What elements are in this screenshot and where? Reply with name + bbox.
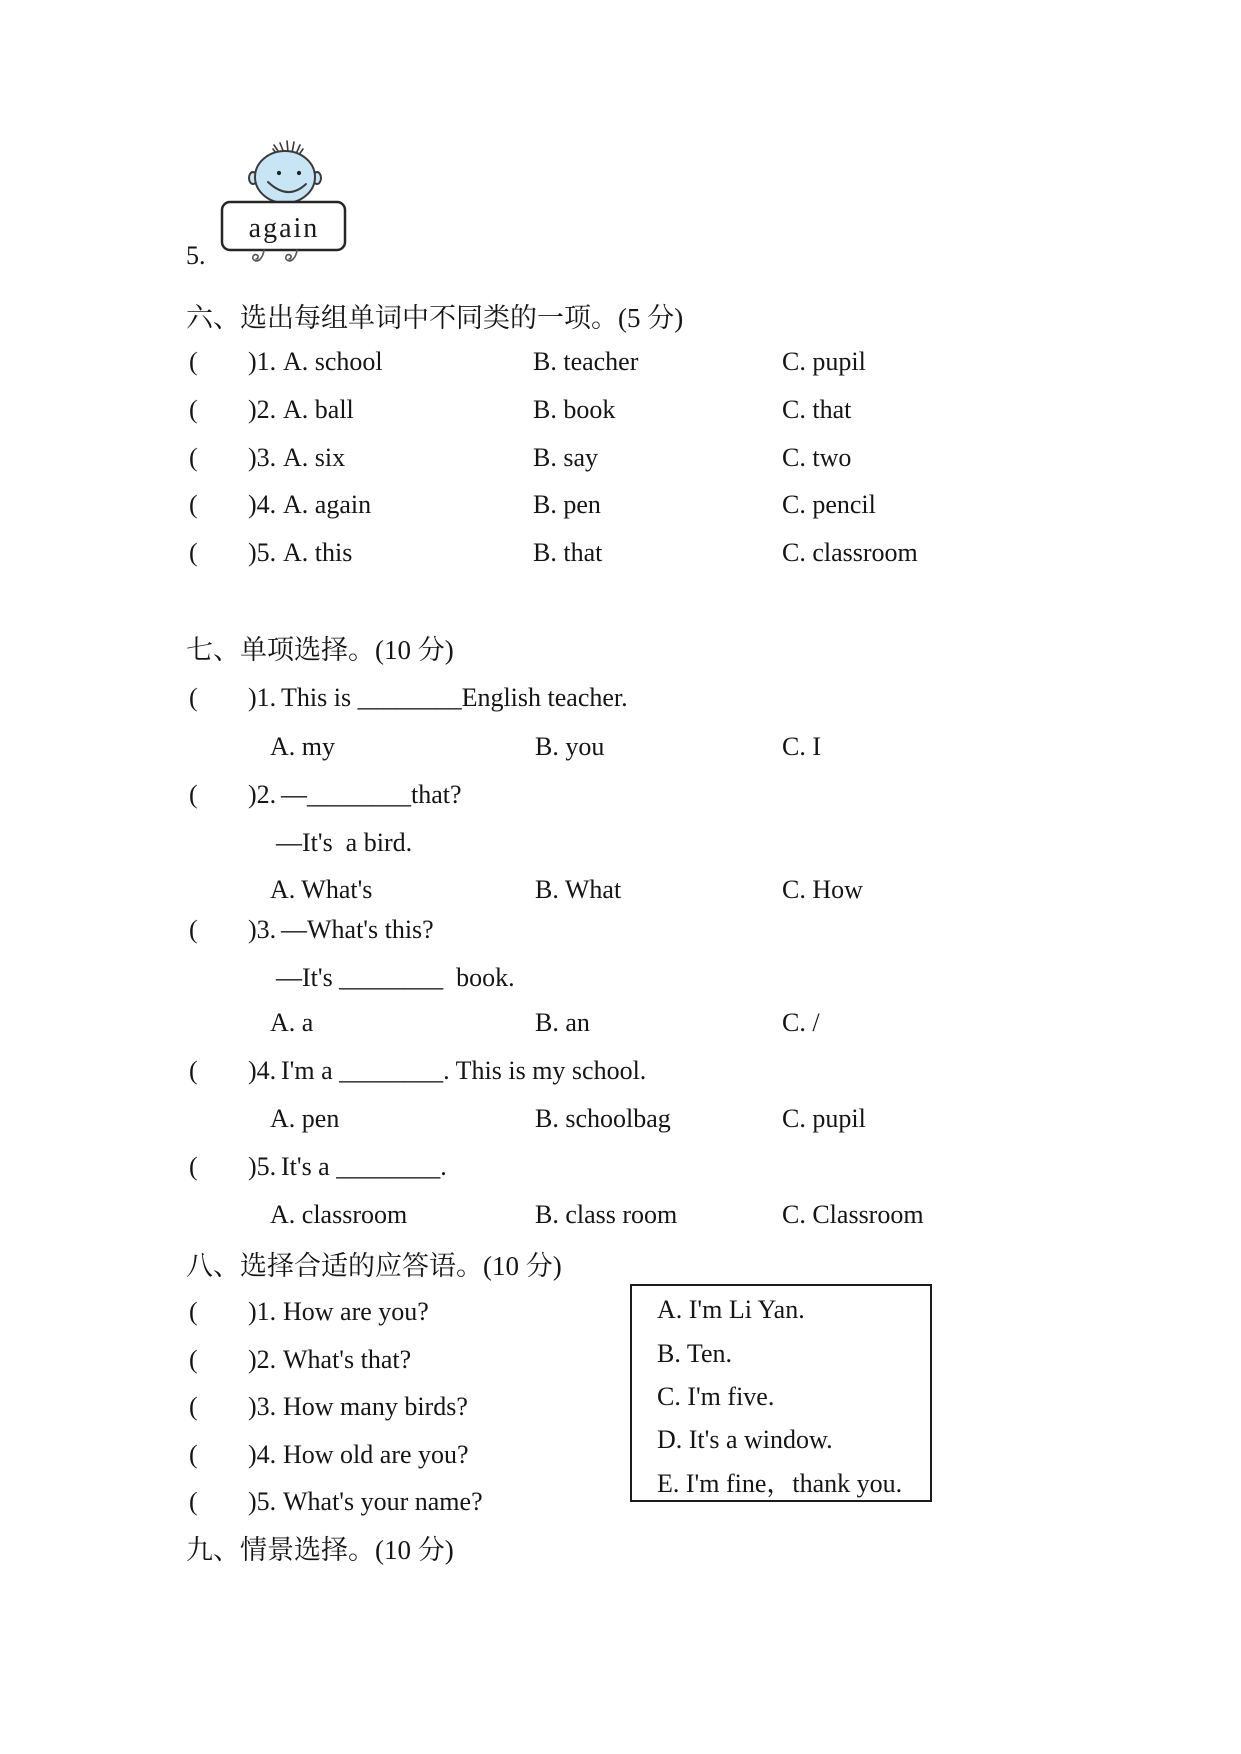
option-c: C. How (782, 875, 863, 904)
question-number: )4. (248, 490, 277, 519)
option-a: A. six (283, 443, 346, 472)
option-b: B. What (535, 875, 622, 904)
option-c: C. pupil (782, 1104, 866, 1133)
mascot-illustration (200, 138, 360, 273)
option-a: A. What's (270, 875, 373, 904)
option-a: A. again (283, 490, 372, 519)
question-number: )1. (248, 347, 277, 376)
mascot-eye-right (297, 171, 301, 175)
question-text: How many birds? (283, 1392, 468, 1421)
answer-paren: ( (189, 395, 198, 424)
question-text: —________that? (281, 780, 462, 809)
option-a: A. school (283, 347, 383, 376)
question-number: )4. (248, 1440, 277, 1469)
option-c: C. that (782, 395, 852, 424)
mascot-figure (200, 138, 360, 273)
answer-paren: ( (189, 490, 198, 519)
question-number: )5. (248, 538, 277, 567)
answer-option: D. It's a window. (657, 1425, 833, 1454)
option-b: B. an (535, 1008, 590, 1037)
question-reply: —It's ________ book. (276, 963, 515, 992)
option-a: A. classroom (270, 1200, 408, 1229)
question-number: )3. (248, 443, 277, 472)
option-a: A. a (270, 1008, 314, 1037)
question-number: )5. (248, 1487, 277, 1516)
option-b: B. you (535, 732, 605, 761)
mascot-eye-left (277, 171, 281, 175)
option-a: A. ball (283, 395, 354, 424)
question-text: How are you? (283, 1297, 429, 1326)
answer-paren: ( (189, 443, 198, 472)
option-b: B. say (533, 443, 598, 472)
answer-paren: ( (189, 1345, 198, 1374)
question-number: )2. (248, 780, 277, 809)
option-b: B. pen (533, 490, 601, 519)
answer-paren: ( (189, 780, 198, 809)
section-six-heading: 六、选出每组单词中不同类的一项。(5 分) (186, 303, 684, 333)
question-text: I'm a ________. This is my school. (281, 1056, 647, 1085)
option-b: B. class room (535, 1200, 678, 1229)
answer-options-box (630, 1284, 932, 1502)
question-number: )1. (248, 1297, 277, 1326)
option-c: C. pupil (782, 347, 866, 376)
option-c: C. two (782, 443, 852, 472)
answer-option: C. I'm five. (657, 1382, 775, 1411)
answer-paren: ( (189, 347, 198, 376)
question-text: This is ________English teacher. (281, 683, 628, 712)
section-eight-heading: 八、选择合适的应答语。(10 分) (186, 1251, 562, 1281)
option-a: A. pen (270, 1104, 340, 1133)
item-number-5: 5. (186, 241, 206, 270)
answer-paren: ( (189, 538, 198, 567)
section-seven-heading: 七、单项选择。(10 分) (186, 635, 454, 665)
answer-paren: ( (189, 1440, 198, 1469)
answer-option: E. I'm fine，thank you. (657, 1469, 903, 1498)
option-a: A. this (283, 538, 353, 567)
question-number: )3. (248, 1392, 277, 1421)
section-nine-heading: 九、情景选择。(10 分) (186, 1535, 454, 1565)
answer-option: A. I'm Li Yan. (657, 1295, 805, 1324)
answer-paren: ( (189, 1487, 198, 1516)
mascot-legs (253, 250, 297, 261)
answer-option: B. Ten. (657, 1339, 732, 1368)
option-b: B. schoolbag (535, 1104, 671, 1133)
question-number: )1. (248, 683, 277, 712)
mascot-sign-word: again (248, 213, 320, 244)
question-reply: —It's a bird. (276, 828, 413, 857)
question-text: How old are you? (283, 1440, 469, 1469)
option-c: C. classroom (782, 538, 918, 567)
option-c: C. Classroom (782, 1200, 924, 1229)
question-number: )2. (248, 1345, 277, 1374)
option-b: B. that (533, 538, 603, 567)
question-text: It's a ________. (281, 1152, 447, 1181)
question-number: )4. (248, 1056, 277, 1085)
answer-paren: ( (189, 1056, 198, 1085)
option-c: C. I (782, 732, 821, 761)
question-number: )3. (248, 915, 277, 944)
question-text: What's your name? (283, 1487, 483, 1516)
answer-paren: ( (189, 1392, 198, 1421)
answer-paren: ( (189, 1152, 198, 1181)
question-text: What's that? (283, 1345, 412, 1374)
answer-paren: ( (189, 1297, 198, 1326)
option-b: B. teacher (533, 347, 639, 376)
question-number: )5. (248, 1152, 277, 1181)
option-c: C. / (782, 1008, 820, 1037)
option-a: A. my (270, 732, 335, 761)
option-c: C. pencil (782, 490, 876, 519)
answer-paren: ( (189, 683, 198, 712)
question-number: )2. (248, 395, 277, 424)
answer-paren: ( (189, 915, 198, 944)
option-b: B. book (533, 395, 616, 424)
question-text: —What's this? (281, 915, 434, 944)
mascot-head (255, 151, 315, 203)
